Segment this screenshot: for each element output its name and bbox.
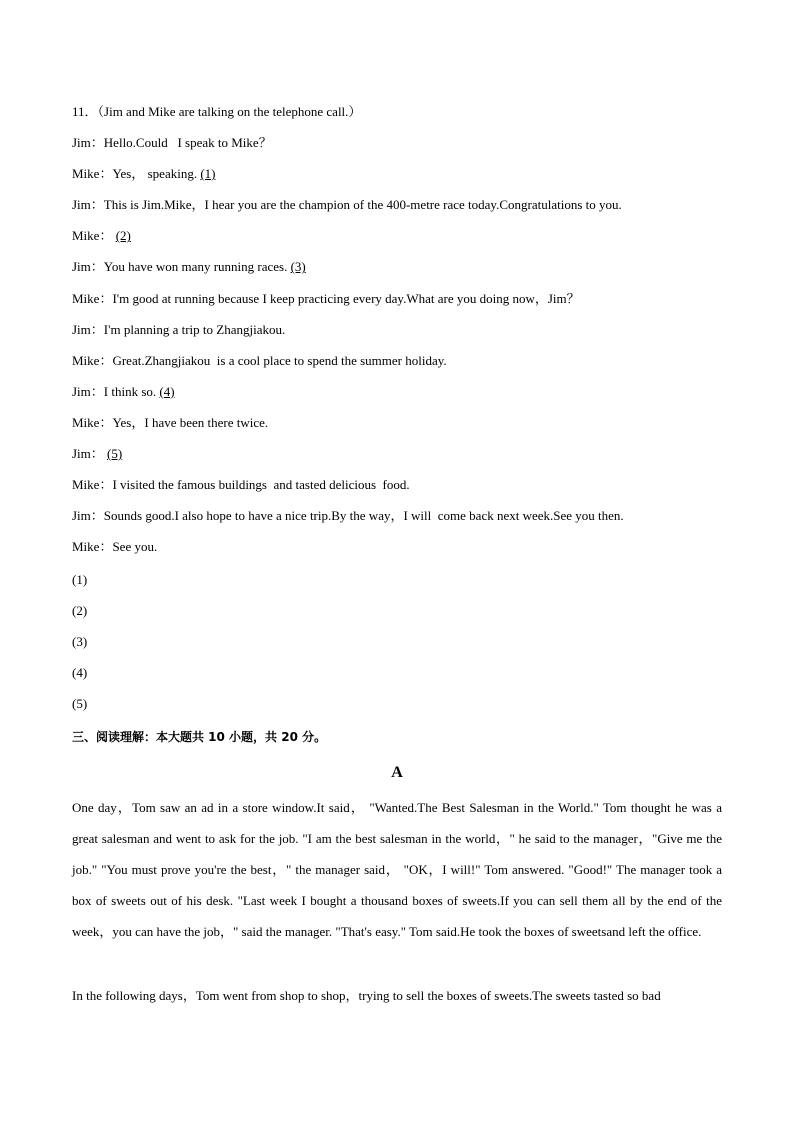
dialogue-text: Yes，I have been there twice. [112,414,269,430]
dialogue-text: Hello.Could I speak to Mike？ [103,135,272,150]
speaker-label: Mike： [72,539,113,555]
passage-paragraph-2: In the following days，Tom went from shop to shop，trying to sell the boxes of sweets.The sweets tasted so bad [72,988,661,1003]
speaker-label: Jim： [72,135,104,150]
answer-item: (3) [72,634,88,649]
speaker-label: Jim： [72,446,104,461]
answer-blank: (4) [159,383,175,399]
speaker-label: Mike： [72,228,113,244]
dialogue-line [72,291,580,307]
answer-blank: (1) [200,166,216,182]
dialogue-line [72,446,122,462]
speaker-label: Mike： [72,477,113,493]
dialogue-line [72,228,131,244]
speaker-label: Jim： [72,259,104,275]
dialogue-text: This is Jim.Mike，I hear you are the champion of the 400-metre race today.Congratulations to you. [103,197,622,213]
dialogue-text: See you. [112,539,158,555]
dialogue-line [72,322,285,338]
speaker-label: Mike： [72,414,113,430]
dialogue-text: Sounds good.I also hope to have a nice trip.By the way，I will come back next week.See you then. [103,508,624,524]
speaker-label: Mike： [72,290,113,306]
dialogue-text: I visited the famous buildings and tasted delicious food. [112,477,410,493]
section-heading: 三、阅读理解：本大题共 10 小题，共 20 分。 [72,730,327,744]
question-intro: 11．（Jim and Mike are talking on the telephone call.） [72,104,362,119]
answer-item: (5) [72,696,88,711]
answer-item: (2) [72,603,88,618]
dialogue-line [72,415,268,431]
speaker-label: Mike： [72,166,113,182]
speaker-label: Jim： [72,321,104,337]
dialogue-line [72,353,447,369]
answer-item: (1) [72,572,88,587]
passage-paragraph-1: One day，Tom saw an ad in a store window.It said， "Wanted.The Best Salesman in the World." Tom thought he was a great salesman and went to ask for the job. "I am the best salesman in the world，" he said to the manager，"Give me the job." "You must prove you're the best，" the manager said， "OK，I will!" Tom answered. "Good!" The manager took a box of sweets out of his desk. "Last week I bought a thousand boxes of sweets.If you can sell them all by the end of the week，you can have the job，" said the manager. "That's easy." Tom said.He took the boxes of sweetsand left the office. [72,800,722,939]
dialogue-text: Great.Zhangjiakou is a cool place to spend the summer holiday. [112,352,447,368]
answer-blank: (2) [115,228,131,244]
speaker-label: Jim： [72,508,104,524]
speaker-label: Jim： [72,197,104,213]
speaker-label: Mike： [72,352,113,368]
dialogue-text: I think so. [103,383,160,399]
dialogue-text: I'm planning a trip to Zhangjiakou. [103,321,286,337]
answer-blank: (3) [290,259,306,275]
dialogue-line [72,259,306,275]
dialogue-line [72,539,157,555]
passage-title: A [391,764,403,781]
speaker-label: Jim： [72,383,104,399]
dialogue-text: You have won many running races. [103,259,291,275]
dialogue-line [72,166,216,182]
dialogue-text: I'm good at running because I keep practicing every day.What are you doing now，Jim？ [112,290,580,306]
dialogue-line [72,477,410,493]
answer-item: (4) [72,665,88,680]
dialogue-line [72,508,624,524]
answer-blank: (5) [107,446,123,461]
dialogue-line [72,135,272,151]
dialogue-line [72,384,175,400]
dialogue-line [72,197,622,213]
dialogue-text: Yes， speaking. [112,166,201,182]
